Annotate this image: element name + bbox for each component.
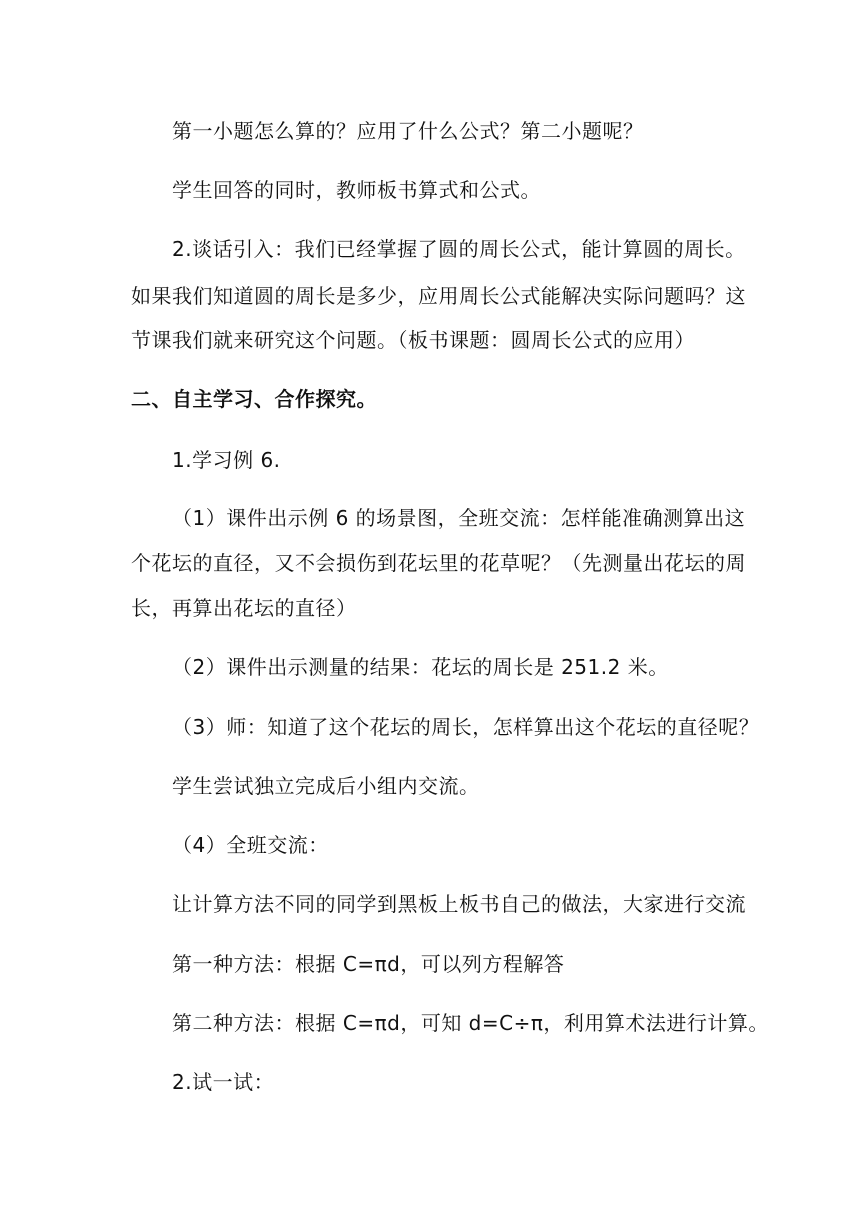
paragraph-step1-line-2: 个花坛的直径，又不会损伤到花坛里的花草呢？（先测量出花坛的周	[131, 551, 746, 575]
paragraph-intro-line-3: 节课我们就来研究这个问题。（板书课题：圆周长公式的应用）	[131, 328, 695, 352]
paragraph-student-try: 学生尝试独立完成后小组内交流。	[172, 774, 480, 798]
paragraph-student-answer: 学生回答的同时，教师板书算式和公式。	[172, 178, 541, 202]
paragraph-intro-line-1: 2.谈话引入：我们已经掌握了圆的周长公式，能计算圆的周长。	[172, 237, 746, 261]
paragraph-board-methods: 让计算方法不同的同学到黑板上板书自己的做法，大家进行交流	[172, 892, 746, 916]
paragraph-step4: （4）全班交流：	[172, 833, 329, 857]
item-try-it: 2.试一试：	[172, 1070, 275, 1094]
section-heading: 二、自主学习、合作探究。	[131, 387, 377, 411]
paragraph-step3: （3）师：知道了这个花坛的周长，怎样算出这个花坛的直径呢？	[172, 715, 760, 739]
paragraph-intro-line-2: 如果我们知道圆的周长是多少，应用周长公式能解决实际问题吗？这	[131, 284, 746, 308]
item-learn-example: 1.学习例 6.	[172, 448, 281, 472]
paragraph-method-2: 第二种方法：根据 C=πd，可知 d=C÷π，利用算术法进行计算。	[172, 1011, 769, 1035]
paragraph-step2: （2）课件出示测量的结果：花坛的周长是 251.2 米。	[172, 655, 669, 679]
paragraph-question: 第一小题怎么算的？应用了什么公式？第二小题呢？	[172, 119, 644, 143]
paragraph-step1-line-1: （1）课件出示例 6 的场景图，全班交流：怎样能准确测算出这	[172, 506, 746, 530]
paragraph-step1-line-3: 长，再算出花坛的直径）	[131, 596, 357, 620]
paragraph-method-1: 第一种方法：根据 C=πd，可以列方程解答	[172, 952, 565, 976]
